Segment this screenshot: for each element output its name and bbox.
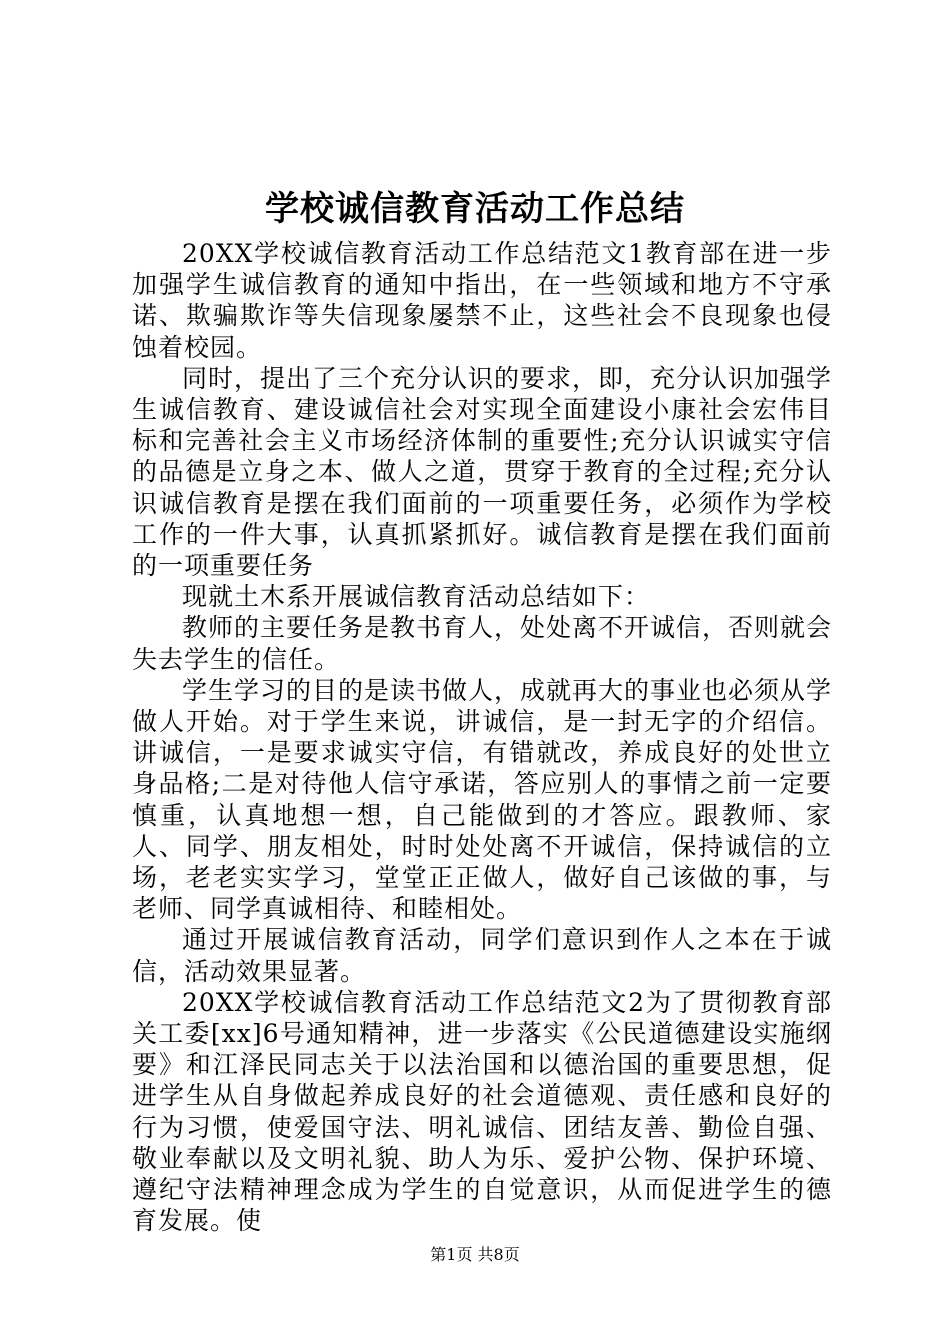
document-body — [132, 238, 832, 1237]
paragraph-1: 20XX学校诚信教育活动工作总结范文1教育部在进一步加强学生诚信教育的通知中指出，在一些领域和地方不守承诺、欺骗欺诈等失信现象屡禁不止，这些社会不良现象也侵蚀着校园。 — [132, 239, 832, 362]
document-title: 学校诚信教育活动工作总结 — [265, 189, 685, 229]
paragraph-2: 同时，提出了三个充分认识的要求，即，充分认识加强学生诚信教育、建设诚信社会对实现全面建设小康社会宏伟目标和完善社会主义市场经济体制的重要性;充分认识诚实守信的品德是立身之本、做人之道，贯穿于教育的全过程;充分认识诚信教育是摆在我们面前的一项重要任务，必须作为学校工作的一件大事，认真抓紧抓好。诚信教育是摆在我们面前的一项重要任务 — [132, 363, 833, 581]
paragraph-3: 现就土木系开展诚信教育活动总结如下： — [182, 582, 651, 612]
page-number-footer: 第1页 共8页 — [430, 1245, 520, 1264]
paragraph-7: 20XX学校诚信教育活动工作总结范文2为了贯彻教育部关工委[xx]6号通知精神，进一步落实《公民道德建设实施纲要》和江泽民同志关于以法治国和以德治国的重要思想，促进学生从自身做起养成良好的社会道德观、责任感和良好的行为习惯，使爱国守法、明礼诚信、团结友善、勤俭自强、敬业奉献以及文明礼貌、助人为乐、爱护公物、保护环境、遵纪守法精神理念成为学生的自觉意识，从而促进学生的德育发展。使 — [132, 987, 832, 1236]
paragraph-5: 学生学习的目的是读书做人，成就再大的事业也必须从学做人开始。对于学生来说，讲诚信，是一封无字的介绍信。讲诚信，一是要求诚实守信，有错就改，养成良好的处世立身品格;二是对待他人信守承诺，答应别人的事情之前一定要慎重，认真地想一想，自己能做到的才答应。跟教师、家人、同学、朋友相处，时时处处离不开诚信，保持诚信的立场，老老实实学习，堂堂正正做人，做好自己该做的事，与老师、同学真诚相待、和睦相处。 — [132, 675, 833, 924]
paragraph-4: 教师的主要任务是教书育人，处处离不开诚信，否则就会失去学生的信任。 — [132, 613, 833, 674]
paragraph-6: 通过开展诚信教育活动，同学们意识到作人之本在于诚信，活动效果显著。 — [132, 925, 832, 986]
